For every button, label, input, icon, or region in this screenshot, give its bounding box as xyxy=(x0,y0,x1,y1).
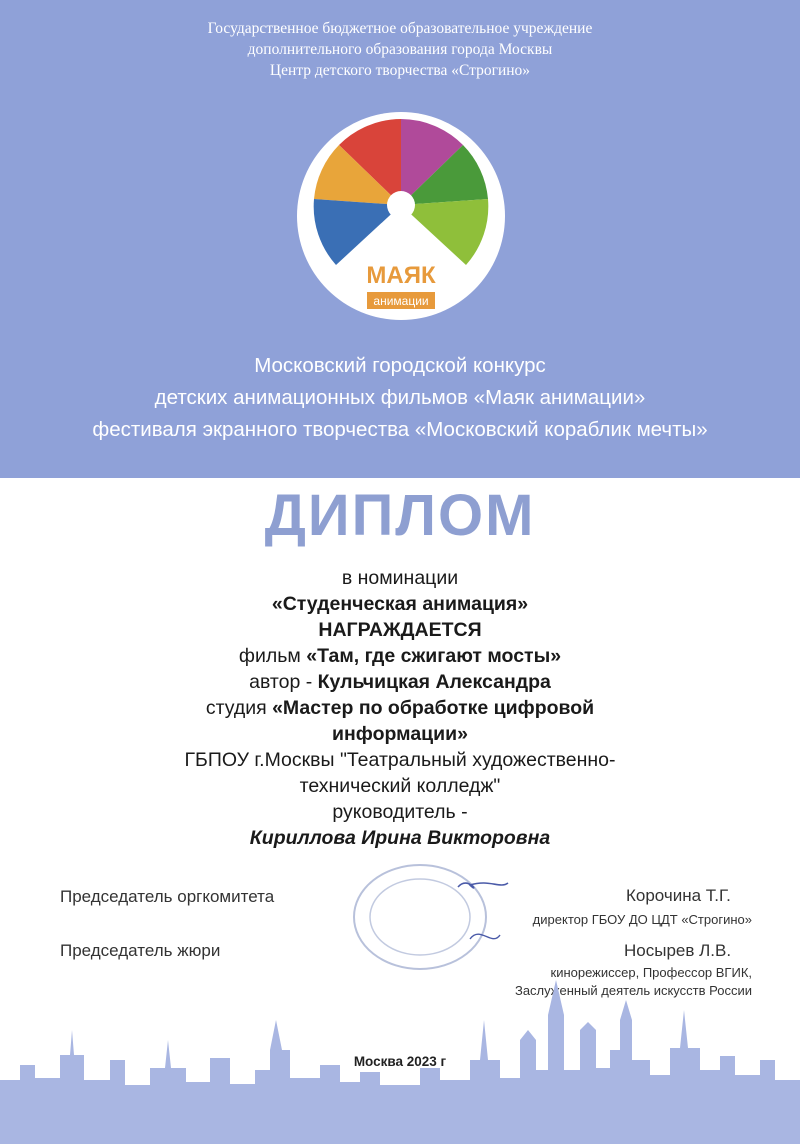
nomination-name: «Студенческая анимация» xyxy=(271,593,529,615)
studio-prefix: студия xyxy=(205,697,267,719)
jury-role: Председатель жюри xyxy=(60,941,221,960)
studio-line xyxy=(0,695,800,721)
supervisor-name: Кириллова Ирина Викторовна xyxy=(249,827,551,849)
awarded-label: НАГРАЖДАЕТСЯ xyxy=(318,619,482,641)
org-committee-name: Корочина Т.Г. xyxy=(626,886,731,905)
film-prefix: фильм xyxy=(238,645,301,667)
logo-subtitle: анимации xyxy=(373,294,429,308)
header-line-2: дополнительного образования города Москвы xyxy=(247,41,553,58)
studio-name-2: информации» xyxy=(332,723,468,745)
org-committee-role: Председатель оргкомитета xyxy=(60,887,275,906)
moscow-skyline-decoration xyxy=(0,960,800,1144)
jury-title-line-2: Заслуженный деятель искусств России xyxy=(514,983,752,998)
nomination-prefix: в номинации xyxy=(341,567,459,589)
contest-line-2: детских анимационных фильмов «Маяк анимации» xyxy=(154,386,646,409)
header-line-3: Центр детского творчества «Строгино» xyxy=(269,62,531,79)
supervisor-prefix: руководитель - xyxy=(332,801,468,823)
contest-line-1: Московский городской конкурс xyxy=(254,354,546,377)
studio-name-1: «Мастер по обработке цифровой xyxy=(272,697,595,719)
jury-name: Носырев Л.В. xyxy=(624,941,732,960)
jury-title-line-1: кинорежиссер, Профессор ВГИК, xyxy=(550,965,752,980)
official-stamp xyxy=(350,855,510,975)
author-name: Кульчицкая Александра xyxy=(317,671,551,693)
logo-name: МАЯК xyxy=(366,262,436,289)
author-prefix: автор - xyxy=(249,671,313,693)
institution-header xyxy=(0,18,800,81)
contest-title xyxy=(0,350,800,446)
institution-line-2: технический колледж" xyxy=(299,775,501,797)
footer-city-year: Москва 2023 г xyxy=(353,1054,447,1069)
header-line-1: Государственное бюджетное образовательное учреждение xyxy=(207,20,593,37)
org-committee-title: директор ГБОУ ДО ЦДТ «Строгино» xyxy=(532,912,752,927)
diploma-body xyxy=(0,565,800,851)
institution-line-1: ГБПОУ г.Москвы "Театральный художественно- xyxy=(184,749,616,771)
mayak-animation-logo xyxy=(292,107,510,333)
film-line xyxy=(0,643,800,669)
diploma-title: ДИПЛОМ xyxy=(264,483,536,548)
film-title: «Там, где сжигают мосты» xyxy=(306,645,562,667)
contest-line-3: фестиваля экранного творчества «Московский кораблик мечты» xyxy=(92,418,708,441)
author-line xyxy=(0,669,800,695)
